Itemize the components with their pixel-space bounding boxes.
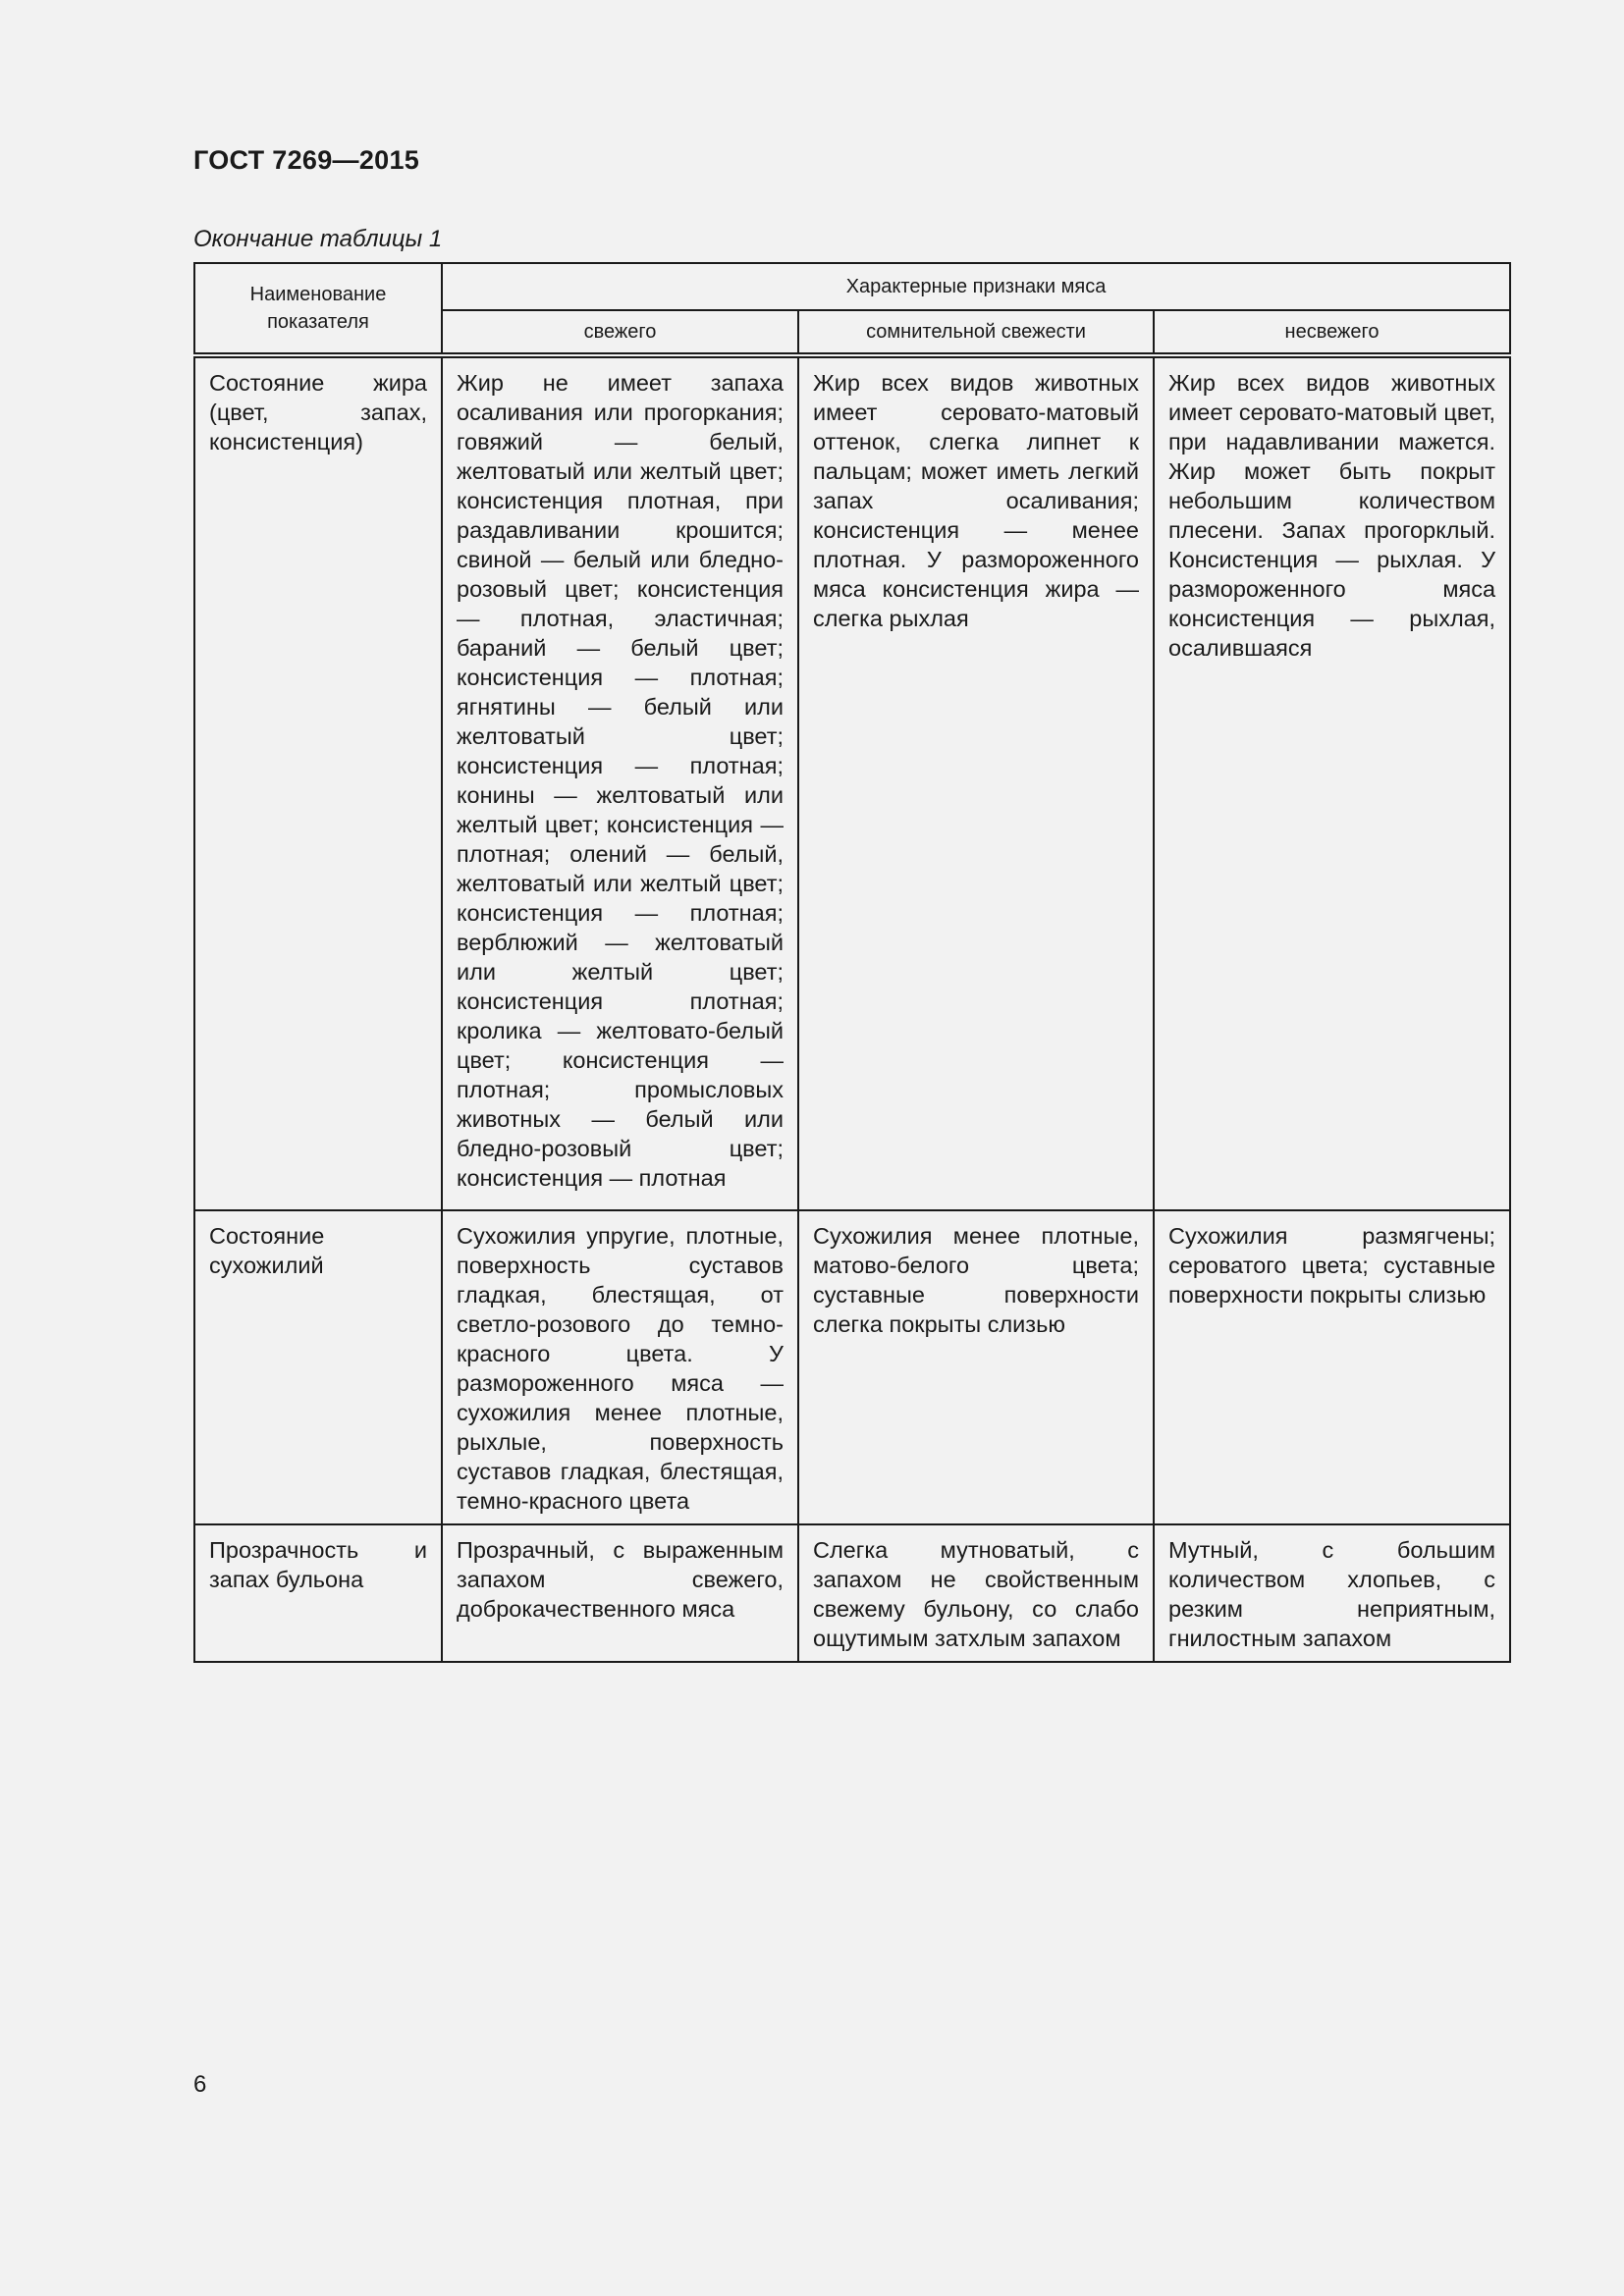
cell-broth-fresh: Прозрачный, с выраженным запахом свежего, доброкачественного мяса bbox=[442, 1524, 798, 1662]
cell-fat-stale: Жир всех видов животных имеет серовато-матовый цвет, при надавливании мажется. Жир может быть покрыт небольшим количеством плесени. Запах прогорклый. Консистенция — рыхлая. У размороженного мяса консистенция — рыхлая, осалившаяся bbox=[1154, 355, 1510, 1210]
meat-freshness-table bbox=[193, 262, 1511, 1663]
table-container bbox=[193, 262, 1509, 1663]
cell-broth-doubtful: Слегка мутноватый, с запахом не свойственным свежему бульону, со слабо ощутимым затхлым запахом bbox=[798, 1524, 1154, 1662]
row-indicator-broth: Прозрачность и запах бульона bbox=[194, 1524, 442, 1662]
header-stale: несвежего bbox=[1154, 310, 1510, 355]
cell-tendons-doubtful: Сухожилия менее плотные, матово-белого цвета; суставные поверхности слегка покрыты слизью bbox=[798, 1210, 1154, 1524]
table-caption: Окончание таблицы 1 bbox=[193, 226, 443, 252]
header-group-characteristics: Характерные признаки мяса bbox=[442, 263, 1510, 310]
header-fresh: свежего bbox=[442, 310, 798, 355]
cell-fat-doubtful: Жир всех видов животных имеет серовато-матовый оттенок, слегка липнет к пальцам; может иметь легкий запах осаливания; консистенция — менее плотная. У размороженного мяса консистенция жира — слегка рыхлая bbox=[798, 355, 1154, 1210]
table-header-row-top bbox=[194, 263, 1510, 310]
page-number: 6 bbox=[193, 2071, 207, 2098]
cell-broth-stale: Мутный, с большим количеством хлопьев, с резким неприятным, гнилостным запахом bbox=[1154, 1524, 1510, 1662]
header-doubtful: сомнительной свежести bbox=[798, 310, 1154, 355]
table-row bbox=[194, 1524, 1510, 1662]
row-indicator-tendons: Состояние сухожилий bbox=[194, 1210, 442, 1524]
header-indicator-name: Наименование показателя bbox=[194, 263, 442, 355]
table-row bbox=[194, 355, 1510, 1210]
document-standard-header: ГОСТ 7269—2015 bbox=[193, 145, 420, 175]
cell-tendons-stale: Сухожилия размягчены; сероватого цвета; суставные поверхности покрыты слизью bbox=[1154, 1210, 1510, 1524]
cell-fat-fresh: Жир не имеет запаха осаливания или прогоркания; говяжий — белый, желтоватый или желтый цвет; консистенция плотная, при раздавливании крошится; свиной — белый или бледно-розовый цвет; консистенция — плотная, эластичная; бараний — белый цвет; консистенция — плотная; ягнятины — белый или желтоватый цвет; консистенция — плотная; конины — желтоватый или желтый цвет; консистенция — плотная; олений — белый, желтоватый или желтый цвет; консистенция — плотная; верблюжий — желтоватый или желтый цвет; консистенция плотная; кролика — желтовато-белый цвет; консистенция — плотная; промысловых животных — белый или бледно-розовый цвет; консистенция — плотная bbox=[442, 355, 798, 1210]
cell-tendons-fresh: Сухожилия упругие, плотные, поверхность суставов гладкая, блестящая, от светло-розового до темно-красного цвета. У размороженного мяса — сухожилия менее плотные, рыхлые, поверхность суставов гладкая, блестящая, темно-красного цвета bbox=[442, 1210, 798, 1524]
row-indicator-fat: Состояние жира (цвет, запах, консистенция) bbox=[194, 355, 442, 1210]
table-row bbox=[194, 1210, 1510, 1524]
